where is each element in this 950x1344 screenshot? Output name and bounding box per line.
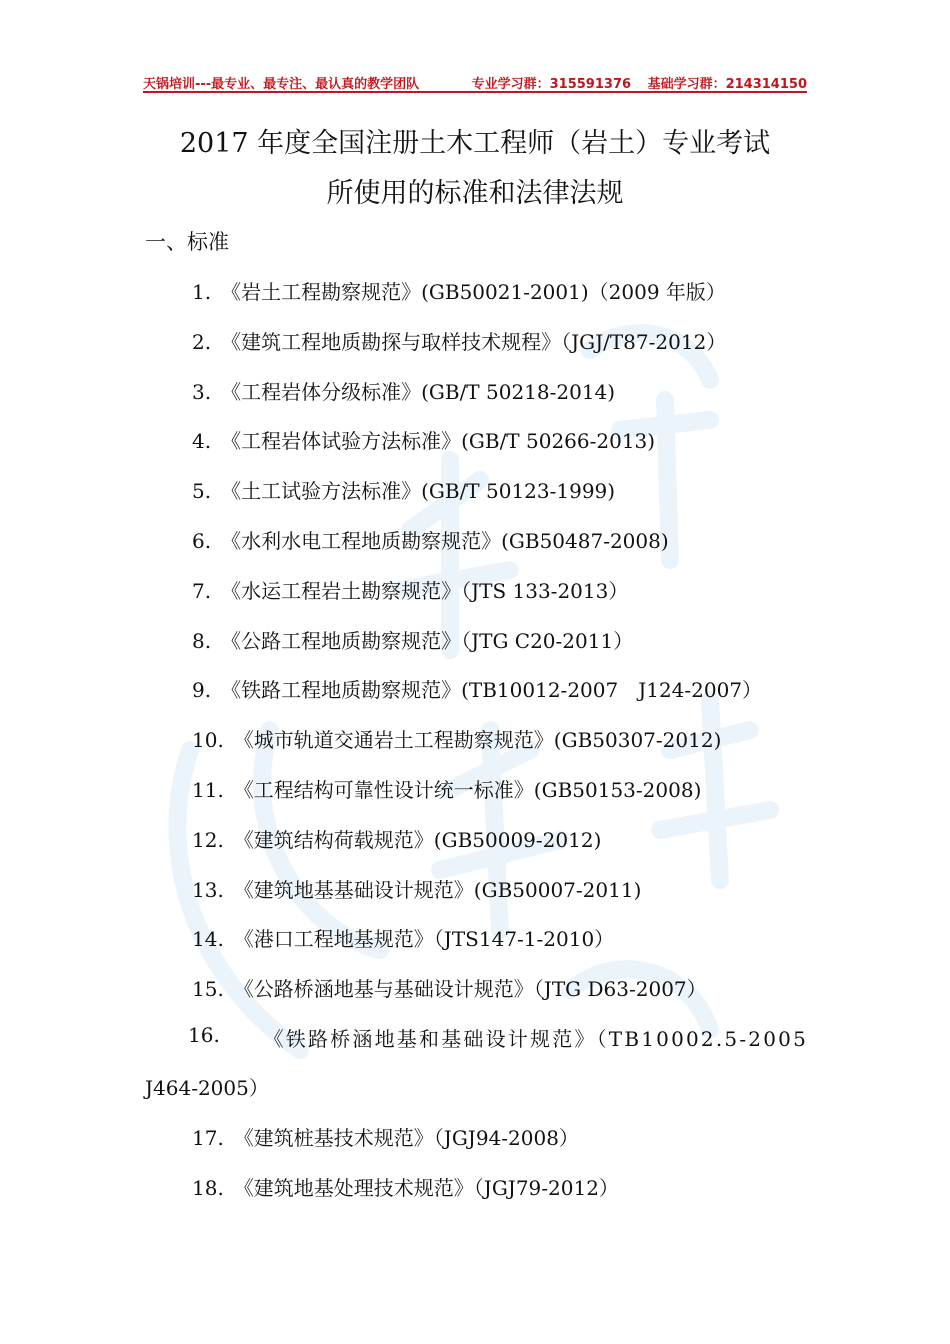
standard-item: [192, 1172, 619, 1201]
standard-item-title: 《岩土工程勘察规范》(GB50021-2001)（2009 年版）: [221, 280, 726, 304]
standard-item: [192, 774, 701, 803]
standard-item-number: 7.: [192, 578, 212, 603]
standard-item-title: 《水利水电工程地质勘察规范》(GB50487-2008): [221, 529, 669, 553]
standard-item-number: 6.: [192, 529, 212, 553]
standard-item-number: 8.: [192, 628, 212, 653]
standard-item-number: 11.: [192, 778, 224, 802]
standard-item-title: 《水运工程岩土勘察规范》（JTS 133-2013）: [221, 578, 629, 603]
page-header: [143, 72, 807, 92]
standard-item: [192, 973, 707, 1002]
standard-item-title: 《建筑桩基技术规范》（JGJ94-2008）: [233, 1125, 579, 1150]
standard-item-title: 《公路工程地质勘察规范》（JTG C20-2011）: [221, 628, 634, 653]
standard-item: [192, 575, 628, 604]
header-groups: [460, 73, 807, 92]
header-group-basic: 基础学习群：214314150: [647, 76, 807, 92]
document-title-line1: 2017 年度全国注册土木工程师（岩土）专业考试: [179, 128, 771, 159]
standard-item-number: 1.: [192, 280, 212, 304]
standard-item-number: 12.: [192, 827, 224, 852]
standard-item-title: 《公路桥涵地基与基础设计规范》（JTG D63-2007）: [233, 977, 707, 1002]
standard-item-title: 《城市轨道交通岩土工程勘察规范》(GB50307-2012): [233, 728, 722, 753]
standard-item-number: 2.: [192, 329, 212, 354]
standard-item: [192, 824, 601, 853]
standard-item-number: 4.: [192, 429, 212, 454]
standard-item-title: 《建筑结构荷载规范》(GB50009-2012): [233, 827, 602, 852]
standard-item-title: 《工程岩体试验方法标准》(GB/T 50266-2013): [221, 429, 656, 454]
standard-item: [192, 923, 614, 952]
standard-item: [192, 625, 633, 654]
header-brand: 天锅培训---最专业、最专注、最认真的教学团队: [143, 76, 420, 92]
standard-item-number: 16.: [188, 1023, 220, 1047]
standard-item: [192, 874, 641, 903]
standard-item-title: 《建筑地基处理技术规范》（JGJ79-2012）: [233, 1175, 619, 1200]
standard-item: [188, 1023, 808, 1052]
standard-item-number: 3.: [192, 379, 212, 404]
standard-item-number: 18.: [192, 1175, 224, 1200]
standard-item-title: 《土工试验方法标准》(GB/T 50123-1999): [221, 479, 616, 504]
header-group-professional: 专业学习群：315591376: [471, 76, 632, 92]
standard-item-number: 14.: [192, 927, 224, 952]
standard-item-number: 15.: [192, 977, 224, 1002]
standard-item-title: 《建筑地基基础设计规范》(GB50007-2011): [233, 877, 642, 902]
standard-item: [192, 425, 655, 454]
standard-item-title: 《工程结构可靠性设计统一标准》(GB50153-2008): [233, 778, 702, 802]
standard-item-number: 10.: [192, 728, 224, 753]
standard-item-title: 《铁路工程地质勘察规范》(TB10012-2007 J124-2007）: [221, 678, 763, 703]
standard-item-title: 《港口工程地基规范》（JTS147-1-2010）: [233, 927, 615, 952]
standard-item-title: 《铁路桥涵地基和基础设计规范》（TB10002.5-2005: [263, 1027, 808, 1051]
standard-item: [192, 674, 762, 703]
standard-item: [192, 1122, 579, 1151]
standard-item: [192, 376, 615, 405]
standard-item-number: 9.: [192, 678, 212, 703]
standard-item: [192, 525, 669, 554]
standard-item: [192, 326, 726, 355]
standard-item-number: 13.: [192, 877, 224, 902]
standard-item: [192, 724, 721, 753]
header-divider: [143, 91, 807, 93]
standard-item-continuation: J464-2005）: [145, 1076, 269, 1100]
standard-item: [192, 276, 726, 305]
section-heading: 一、标准: [145, 230, 229, 254]
standard-item-number: 5.: [192, 479, 212, 504]
standard-item: [192, 475, 615, 504]
standard-item-title: 《工程岩体分级标准》(GB/T 50218-2014): [221, 379, 616, 404]
standard-item-title: 《建筑工程地质勘探与取样技术规程》（JGJ/T87-2012）: [221, 329, 727, 354]
standard-item-number: 17.: [192, 1125, 224, 1150]
document-title-line2: 所使用的标准和法律法规: [326, 178, 624, 209]
